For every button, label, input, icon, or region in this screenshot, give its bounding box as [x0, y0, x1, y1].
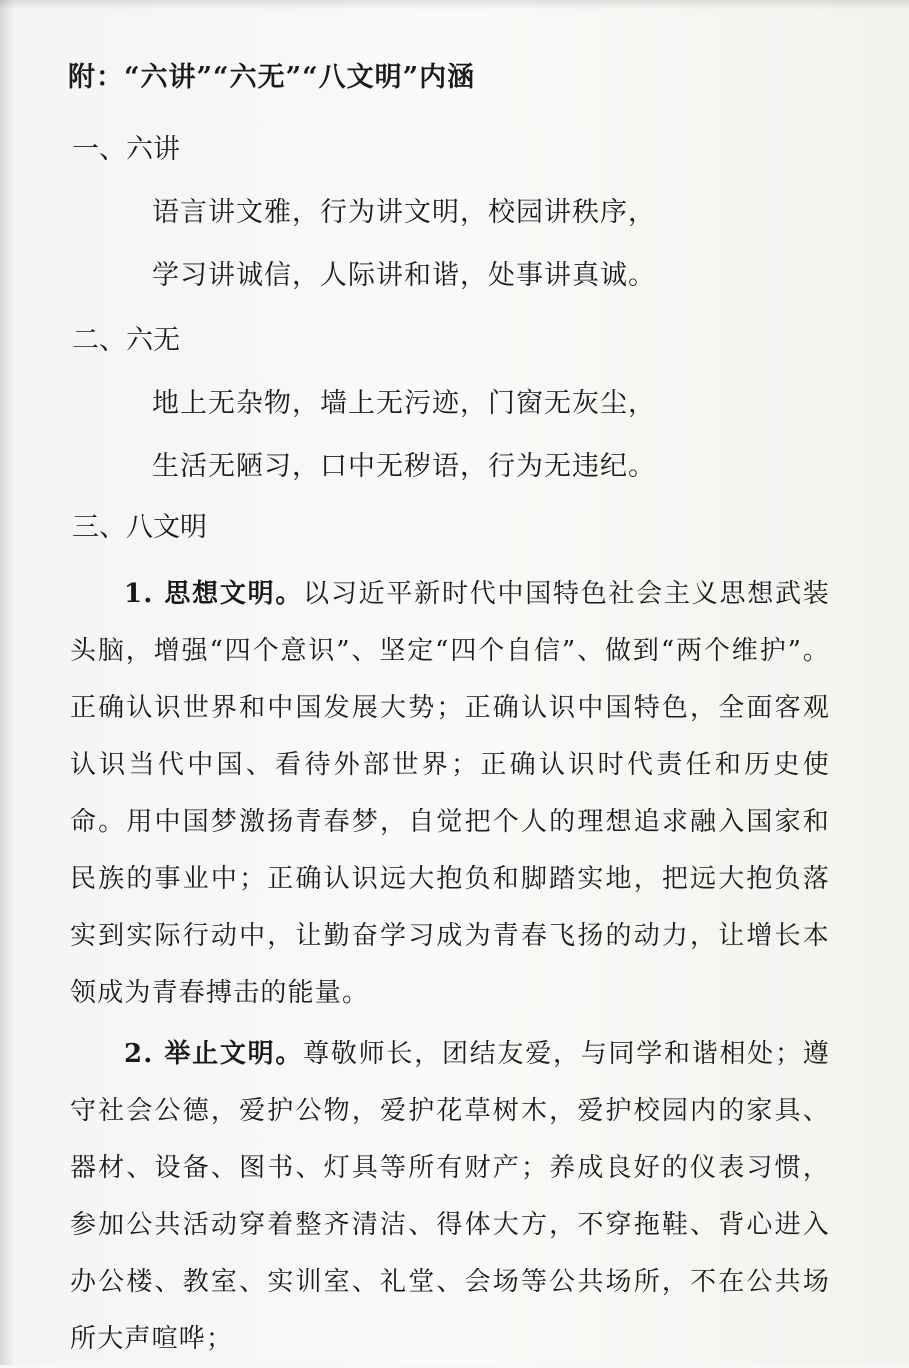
paragraph-lead: 1. 思想文明。 [124, 579, 304, 609]
section-heading-liujiang: 一、六讲 [72, 134, 180, 165]
paragraph-lead: 2. 举止文明。 [124, 1039, 304, 1069]
page-edge-shadow [0, 0, 14, 1365]
liujiang-line-2: 学习讲诚信，人际讲和谐，处事讲真诚。 [152, 260, 656, 291]
paragraph-body: 尊敬师长，团结友爱，与同学和谐相处；遵守社会公德，爱护公物，爱护花草树木，爱护校园内的家具、器材、设备、图书、灯具等所有财产；养成良好的仪表习惯，参加公共活动穿着整齐清洁、得体大方，不穿拖鞋、背心进入办公楼、教室、实训室、礼堂、会场等公共场所，不在公共场所大声喧哗； [70, 1039, 830, 1354]
paragraph-body: 以习近平新时代中国特色社会主义思想武装头脑，增强“四个意识”、坚定“四个自信”、做到“两个维护”。正确认识世界和中国发展大势；正确认识中国特色，全面客观认识当代中国、看待外部世界；正确认识时代责任和历史使命。用中国梦激扬青春梦，自觉把个人的理想追求融入国家和民族的事业中；正确认识远大抱负和脚踏实地，把远大抱负落实到实际行动中，让勤奋学习成为青春飞扬的动力，让增长本领成为青春搏击的能量。 [70, 579, 830, 1008]
paragraph-sixiang-wenming [70, 566, 830, 1022]
section-heading-bawenming: 三、八文明 [72, 512, 207, 543]
section-heading-liuwu: 二、六无 [72, 325, 180, 356]
paragraph-juzhi-wenming [70, 1026, 830, 1368]
page-top-shadow [0, 0, 909, 10]
liuwu-line-1: 地上无杂物，墙上无污迹，门窗无灰尘， [152, 388, 656, 419]
document-title: 附：“六讲”“六无”“八文明”内涵 [68, 62, 476, 93]
liujiang-line-1: 语言讲文雅，行为讲文明，校园讲秩序， [152, 197, 656, 228]
liuwu-line-2: 生活无陋习，口中无秽语，行为无违纪。 [152, 451, 656, 482]
